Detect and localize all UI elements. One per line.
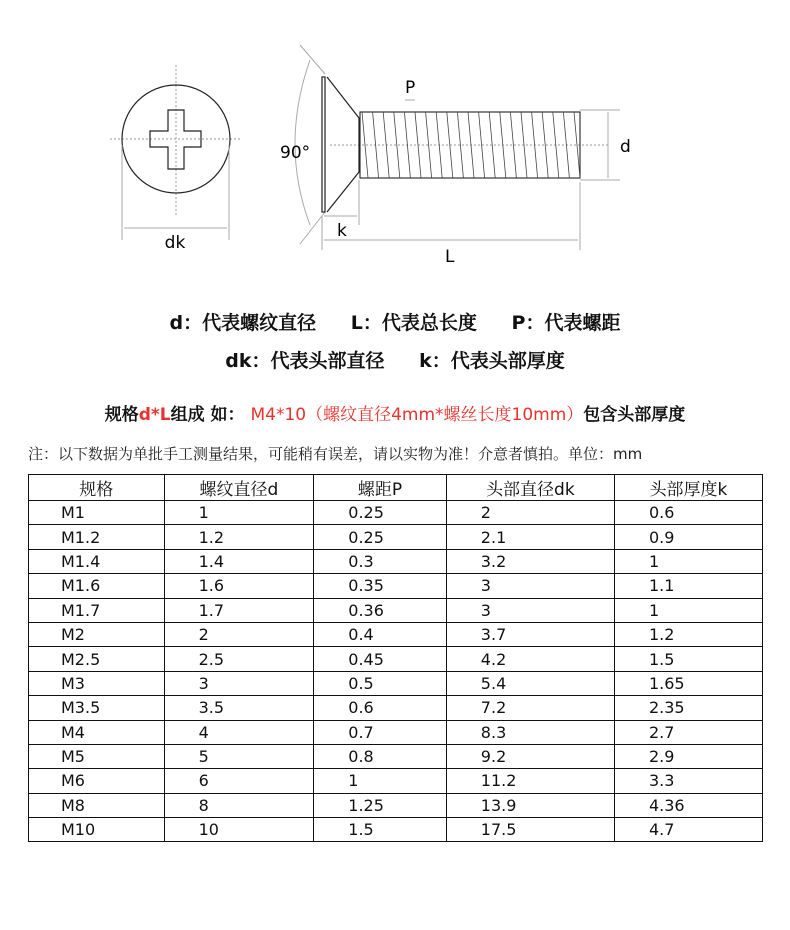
spec-table — [28, 474, 763, 842]
table-cell: 0.25 — [314, 501, 447, 525]
table-cell: 10 — [164, 818, 314, 842]
table-cell: 3 — [446, 598, 614, 622]
screw-diagram — [0, 0, 790, 290]
column-header: 规格 — [29, 475, 165, 501]
spec-formula: d*L — [138, 405, 171, 425]
table-cell: 2.9 — [614, 744, 762, 768]
table-cell: 4.7 — [614, 818, 762, 842]
length-label: L — [445, 247, 455, 267]
table-cell: M10 — [29, 818, 165, 842]
table-cell: 2.1 — [446, 525, 614, 549]
table-row — [29, 598, 763, 622]
table-row — [29, 525, 763, 549]
legend-l: L：代表总长度 — [350, 312, 477, 334]
table-cell: 2.7 — [614, 720, 762, 744]
table-cell: 2 — [446, 501, 614, 525]
table-row — [29, 671, 763, 695]
dk-label: dk — [164, 233, 186, 253]
angle-label: 90° — [280, 143, 311, 163]
table-cell: M6 — [29, 769, 165, 793]
table-row — [29, 622, 763, 646]
table-cell: 1.25 — [314, 793, 447, 817]
table-row — [29, 818, 763, 842]
table-cell: 1.65 — [614, 671, 762, 695]
table-cell: 0.3 — [314, 549, 447, 573]
table-cell: 0.4 — [314, 622, 447, 646]
table-cell: 1 — [164, 501, 314, 525]
table-cell: 0.9 — [614, 525, 762, 549]
column-header: 螺纹直径d — [164, 475, 314, 501]
table-cell: 8.3 — [446, 720, 614, 744]
spec-format-line — [0, 400, 790, 425]
table-cell: 3.5 — [164, 696, 314, 720]
table-cell: 4 — [164, 720, 314, 744]
table-row — [29, 769, 763, 793]
table-cell: M5 — [29, 744, 165, 768]
table-cell: 0.35 — [314, 574, 447, 598]
thread-line — [532, 112, 538, 178]
thread-line — [553, 112, 559, 178]
table-cell: 3.3 — [614, 769, 762, 793]
table-cell: 13.9 — [446, 793, 614, 817]
table-header — [29, 475, 763, 501]
table-row — [29, 647, 763, 671]
legend-line-2 — [0, 346, 790, 373]
table-cell: 0.36 — [314, 598, 447, 622]
table-cell: 0.25 — [314, 525, 447, 549]
table-row — [29, 720, 763, 744]
table-cell: 3.7 — [446, 622, 614, 646]
table-cell: M1.4 — [29, 549, 165, 573]
table-cell: 0.6 — [314, 696, 447, 720]
table-cell: 17.5 — [446, 818, 614, 842]
head-thickness-label: k — [337, 221, 347, 241]
legend-k: k：代表头部厚度 — [419, 350, 565, 372]
table-cell: 1.2 — [164, 525, 314, 549]
table-cell: 1.2 — [614, 622, 762, 646]
thread-line — [468, 112, 474, 178]
table-cell: 1.4 — [164, 549, 314, 573]
spec-prefix: 规格 — [104, 405, 139, 425]
table-cell: M2 — [29, 622, 165, 646]
table-cell: 5 — [164, 744, 314, 768]
table-cell: M1.7 — [29, 598, 165, 622]
table-cell: 2 — [164, 622, 314, 646]
table-cell: 4.2 — [446, 647, 614, 671]
table-cell: 5.4 — [446, 671, 614, 695]
column-header: 头部厚度k — [614, 475, 762, 501]
pitch-label: P — [405, 78, 416, 98]
table-cell: 1.6 — [164, 574, 314, 598]
table-cell: 0.8 — [314, 744, 447, 768]
thread-line — [404, 112, 410, 178]
legend-p: P：代表螺距 — [511, 312, 621, 334]
table-row — [29, 549, 763, 573]
table-cell: 9.2 — [446, 744, 614, 768]
table-row — [29, 696, 763, 720]
table-cell: 1.7 — [164, 598, 314, 622]
table-cell: 1 — [314, 769, 447, 793]
table-row — [29, 744, 763, 768]
thread-line — [563, 112, 569, 178]
table-cell: 1 — [614, 598, 762, 622]
table-cell: 3.2 — [446, 549, 614, 573]
table-row — [29, 793, 763, 817]
table-cell: 2.5 — [164, 647, 314, 671]
table-cell: 0.7 — [314, 720, 447, 744]
table-cell: 1.5 — [614, 647, 762, 671]
table-cell: M3 — [29, 671, 165, 695]
table-cell: 7.2 — [446, 696, 614, 720]
table-cell: 3 — [164, 671, 314, 695]
table-cell: M2.5 — [29, 647, 165, 671]
spec-example: M4*10（螺纹直径4mm*螺丝长度10mm） — [250, 405, 584, 425]
thread-line — [500, 112, 506, 178]
table-cell: M1.6 — [29, 574, 165, 598]
legend-d: d：代表螺纹直径 — [169, 312, 317, 334]
diameter-label: d — [620, 137, 631, 157]
table-cell: M1 — [29, 501, 165, 525]
thread-line — [436, 112, 442, 178]
legend-dk: dk：代表头部直径 — [225, 350, 385, 372]
thread-line — [373, 112, 379, 178]
table-cell: 1.1 — [614, 574, 762, 598]
table-cell: 2.35 — [614, 696, 762, 720]
table-cell: 1 — [614, 549, 762, 573]
head-top-view — [110, 65, 240, 240]
table-cell: 8 — [164, 793, 314, 817]
table-cell: M8 — [29, 793, 165, 817]
table-cell: 4.36 — [614, 793, 762, 817]
spec-suffix: 包含头部厚度 — [583, 405, 686, 425]
table-cell: 6 — [164, 769, 314, 793]
table-row — [29, 501, 763, 525]
table-cell: 0.5 — [314, 671, 447, 695]
spec-mid: 组成 如： — [170, 405, 245, 425]
table-cell: 11.2 — [446, 769, 614, 793]
column-header: 头部直径dk — [446, 475, 614, 501]
measurement-note: 注：以下数据为单批手工测量结果，可能稍有误差，请以实物为准！介意者慎拍。单位：mm — [28, 445, 643, 463]
thread-line — [383, 112, 389, 178]
table-cell: M4 — [29, 720, 165, 744]
column-header: 螺距P — [314, 475, 447, 501]
table-cell: 0.6 — [614, 501, 762, 525]
table-cell: 1.5 — [314, 818, 447, 842]
table-row — [29, 574, 763, 598]
table-cell: 0.45 — [314, 647, 447, 671]
table-cell: M1.2 — [29, 525, 165, 549]
table-cell: 3 — [446, 574, 614, 598]
screw-side-view — [295, 45, 620, 250]
legend-line-1 — [0, 308, 790, 335]
table-cell: M3.5 — [29, 696, 165, 720]
